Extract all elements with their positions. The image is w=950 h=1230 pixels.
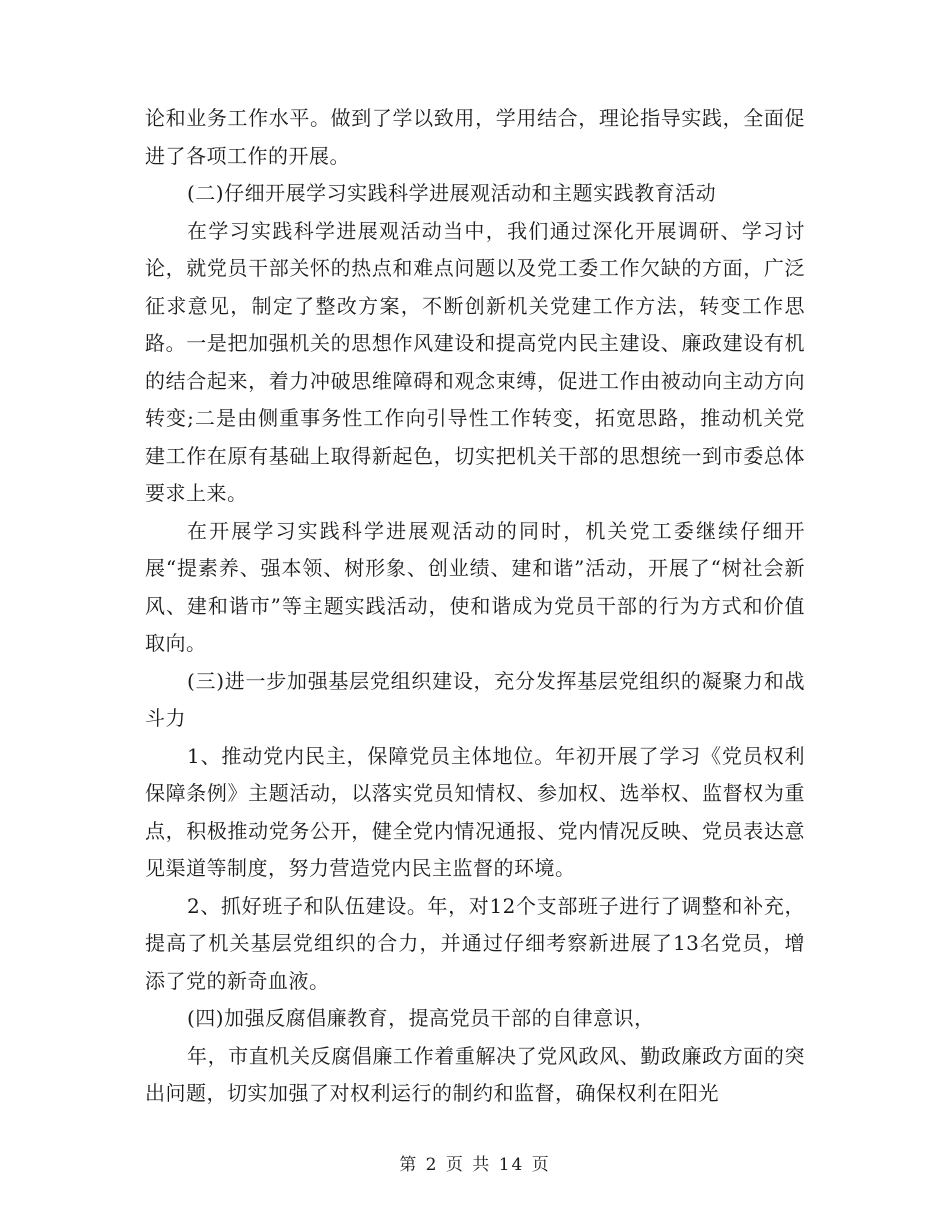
page-number-footer: 第 2 页 共 14 页: [399, 1155, 551, 1175]
section-heading-4: (四)加强反腐倡廉教育，提高党员干部的自律意识，: [187, 1006, 655, 1030]
paragraph-4: 在开展学习实践科学进展观活动的同时，机关党工委继续仔细开展“提素养、强本领、树形象、创业绩、建和谐”活动，开展了“树社会新风、建和谐市”等主题实践活动，使和谐成为党员干部的行为方式和价值取向。: [145, 518, 805, 655]
document-body: [145, 100, 805, 1113]
paragraph-1: 论和业务工作水平。做到了学以致用，学用结合，理论指导实践，全面促进了各项工作的开展。: [145, 106, 805, 168]
paragraph-9: 年，市直机关反腐倡廉工作着重解决了党风政风、勤政廉政方面的突出问题，切实加强了对权利运行的制约和监督，确保权利在阳光: [145, 1043, 805, 1105]
section-heading-2: (二)仔细开展学习实践科学进展观活动和主题实践教育活动: [187, 181, 717, 205]
paragraph-3: 在学习实践科学进展观活动当中，我们通过深化开展调研、学习讨论，就党员干部关怀的热点和难点问题以及党工委工作欠缺的方面，广泛征求意见，制定了整改方案，不断创新机关党建工作方法，转变工作思路。一是把加强机关的思想作风建设和提高党内民主建设、廉政建设有机的结合起来，着力冲破思维障碍和观念束缚，促进工作由被动向主动方向转变;二是由侧重事务性工作向引导性工作转变，拓宽思路，推动机关党建工作在原有基础上取得新起色，切实把机关干部的思想统一到市委总体要求上来。: [145, 218, 805, 505]
section-heading-3: (三)进一步加强基层党组织建设，充分发挥基层党组织的凝聚力和战斗力: [145, 668, 805, 730]
paragraph-7: 2、抓好班子和队伍建设。年，对12个支部班子进行了调整和补充，提高了机关基层党组织的合力，并通过仔细考察新进展了13名党员，增添了党的新奇血液。: [145, 893, 805, 993]
paragraph-6: 1、推动党内民主，保障党员主体地位。年初开展了学习《党员权利保障条例》主题活动，以落实党员知情权、参加权、选举权、监督权为重点，积极推动党务公开，健全党内情况通报、党内情况反映、党员表达意见渠道等制度，努力营造党内民主监督的环境。: [145, 743, 805, 880]
